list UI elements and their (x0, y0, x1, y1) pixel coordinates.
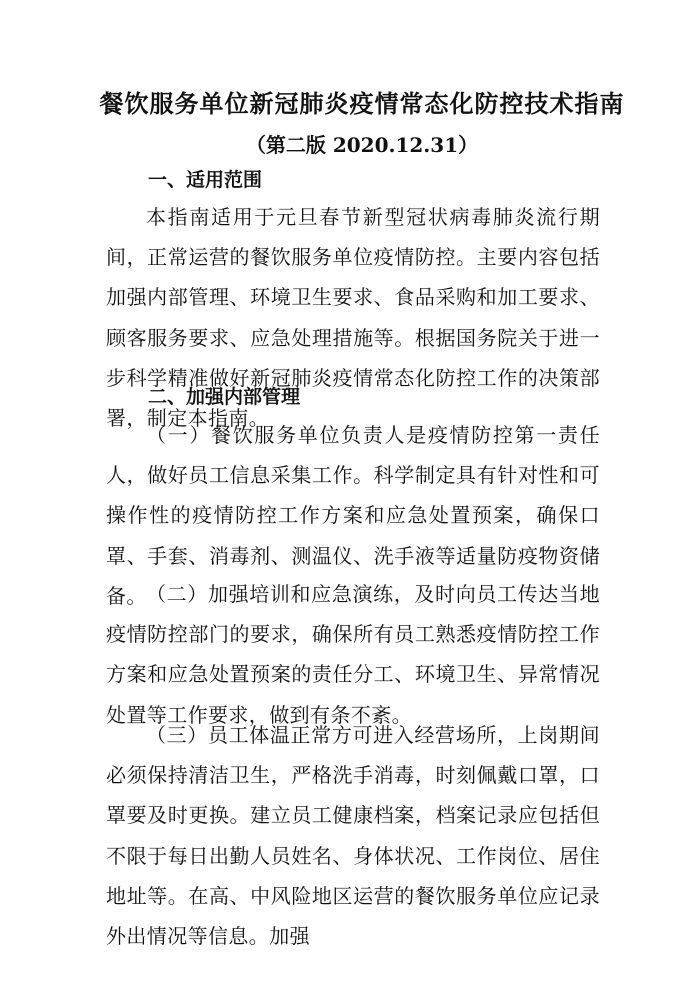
document-subtitle: （第二版 2020.12.31） (245, 133, 479, 157)
paragraph-internal-2: （二）加强培训和应急演练，及时向员工传达当地疫情防控部门的要求，确保所有员工熟悉疫情防控工作方案和应急处置预案的责任分工、环境卫生、异常情况处置等工作要求，做到有条不紊。 (106, 582, 600, 727)
section-heading-scope: 一、适用范围 (148, 169, 263, 191)
paragraph-scope: 本指南适用于元旦春节新型冠状病毒肺炎流行期间，正常运营的餐饮服务单位疫情防控。主要内容包括加强内部管理、环境卫生要求、食品采购和加工要求、顾客服务要求、应急处理措施等。根据国务院关于进一步科学精准做好新冠肺炎疫情常态化防控工作的决策部署，制定本指南。 (106, 205, 600, 431)
document-title: 餐饮服务单位新冠肺炎疫情常态化防控技术指南 (99, 89, 625, 118)
paragraph-internal-3: （三）员工体温正常方可进入经营场所，上岗期间必须保持清洁卫生，严格洗手消毒，时刻佩戴口罩，口罩要及时更换。建立员工健康档案，档案记录应包括但不限于每日出勤人员姓名、身体状况、工作岗位、居住地址等。在高、中风险地区运营的餐饮服务单位应记录外出情况等信息。加强 (106, 723, 600, 949)
paragraph-internal-1: （一）餐饮服务单位负责人是疫情防控第一责任人，做好员工信息采集工作。科学制定具有针对性和可操作性的疫情防控工作方案和应急处置预案，确保口罩、手套、消毒剂、测温仪、洗手液等适量防疫物资储备。 (106, 423, 600, 608)
section-heading-internal-management: 二、加强内部管理 (148, 386, 301, 408)
